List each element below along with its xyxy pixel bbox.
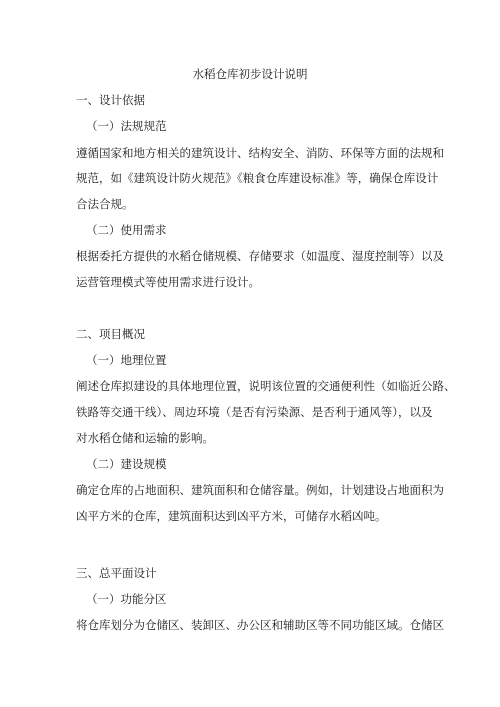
paragraph-line: 遵循国家和地方相关的建筑设计、结构安全、消防、环保等方面的法规和 [76,146,444,160]
paragraph-line: 铁路等交通干线）、周边环境（是否有污染源、是否利于通风等），以及 [76,405,433,419]
subsection-heading-location: （一）地理位置 [86,353,167,367]
paragraph-line: 阐述仓库拟建设的具体地理位置，说明该位置的交通便利性（如临近公路、 [76,379,456,393]
document-title: 水稻仓库初步设计说明 [192,67,308,81]
paragraph-line: 根据委托方提供的水稻仓储规模、存储要求（如温度、湿度控制等）以及 [76,249,444,263]
section-heading-site-plan: 三、总平面设计 [76,566,157,580]
subsection-heading-construction-scale: （二）建设规模 [86,457,167,471]
paragraph-line: 将仓库划分为仓储区、装卸区、办公区和辅助区等不同功能区域。仓储区 [76,618,444,632]
section-heading-project-overview: 二、项目概况 [76,327,145,341]
paragraph-line: 凶平方米的仓库，建筑面积达到凶平方米，可储存水稻凶吨。 [76,509,387,523]
paragraph-line: 规范，如《建筑设计防火规范》《粮食仓库建设标准》等，确保仓库设计 [76,171,439,185]
paragraph-line: 对水稻仓储和运输的影响。 [76,431,214,445]
paragraph-line: 合法合规。 [76,197,134,211]
subsection-heading-functional-zoning: （一）功能分区 [86,592,167,606]
paragraph-line: 运营管理模式等使用需求进行设计。 [76,275,260,289]
paragraph-line: 确定仓库的占地面积、建筑面积和仓储容量。例如，计划建设占地面积为 [76,483,444,497]
subsection-heading-regulations: （一）法规规范 [86,119,167,133]
subsection-heading-usage-needs: （二）使用需求 [86,223,167,237]
section-heading-design-basis: 一、设计依据 [76,93,145,107]
